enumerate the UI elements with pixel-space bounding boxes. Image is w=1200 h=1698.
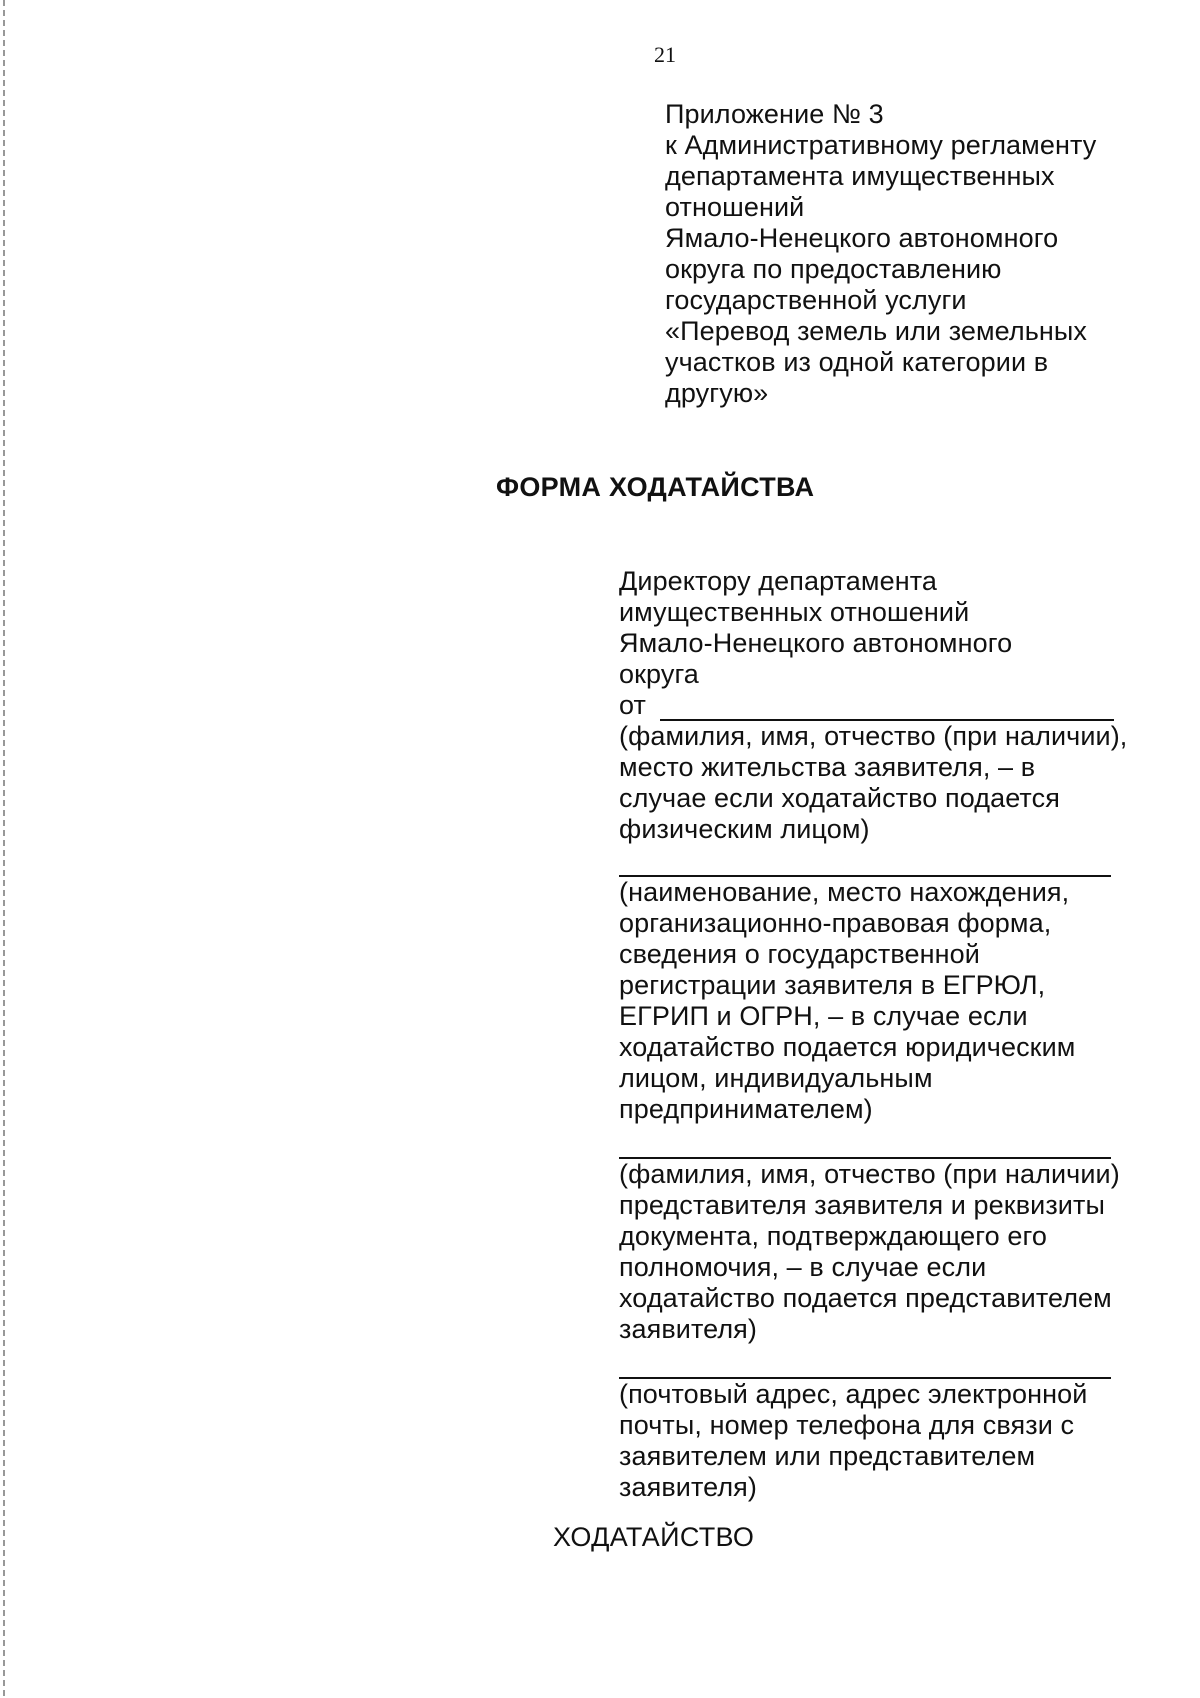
appendix-line: Ямало-Ненецкого автономного [665, 223, 1059, 253]
addressee-block [619, 566, 1179, 1503]
note-line: организационно-правовая форма, [619, 908, 1052, 938]
addressee-line: Директору департамента [619, 566, 937, 596]
appendix-line: участков из одной категории в [665, 347, 1049, 377]
note-line: случае если ходатайство подается [619, 783, 1060, 813]
appendix-line: к Административному регламенту [665, 130, 1097, 160]
form-title: ФОРМА ХОДАТАЙСТВА [496, 472, 815, 502]
note-line: (наименование, место нахождения, [619, 877, 1070, 907]
addressee-line: округа [619, 659, 699, 689]
scan-edge [3, 0, 5, 1698]
appendix-line: департамента имущественных [665, 161, 1055, 191]
appendix-line: другую» [665, 378, 769, 408]
note-individual [619, 721, 1179, 845]
note-contacts [619, 1379, 1179, 1503]
appendix-line: государственной услуги [665, 285, 967, 315]
note-line: (фамилия, имя, отчество (при наличии), [619, 721, 1128, 751]
note-line: физическим лицом) [619, 814, 870, 844]
note-line: ЕГРИП и ОГРН, – в случае если [619, 1001, 1028, 1031]
note-line: место жительства заявителя, – в [619, 752, 1036, 782]
note-line: сведения о государственной [619, 939, 980, 969]
note-line: предпринимателем) [619, 1094, 873, 1124]
note-line: (почтовый адрес, адрес электронной [619, 1379, 1088, 1409]
document-title: ХОДАТАЙСТВО [553, 1522, 755, 1552]
page-number: 21 [654, 42, 676, 67]
appendix-line: округа по предоставлению [665, 254, 1002, 284]
note-line: ходатайство подается представителем [619, 1283, 1112, 1313]
note-line: (фамилия, имя, отчество (при наличии) [619, 1159, 1120, 1189]
note-line: документа, подтверждающего его [619, 1221, 1047, 1251]
note-line: ходатайство подается юридическим [619, 1032, 1076, 1062]
applicant-name-field[interactable] [660, 695, 1114, 721]
note-line: заявителя) [619, 1472, 757, 1502]
from-row [619, 690, 1179, 721]
appendix-line: «Перевод земель или земельных [665, 316, 1088, 346]
note-line: заявителем или представителем [619, 1441, 1036, 1471]
note-representative [619, 1159, 1179, 1345]
appendix-header [665, 99, 1135, 409]
note-line: почты, номер телефона для связи с [619, 1410, 1075, 1440]
addressee-line: имущественных отношений [619, 597, 970, 627]
note-line: лицом, индивидуальным [619, 1063, 933, 1093]
from-label: от [619, 690, 646, 720]
note-legal [619, 877, 1179, 1125]
note-line: представителя заявителя и реквизиты [619, 1190, 1105, 1220]
addressee-line: Ямало-Ненецкого автономного [619, 628, 1013, 658]
note-line: заявителя) [619, 1314, 757, 1344]
note-line: регистрации заявителя в ЕГРЮЛ, [619, 970, 1046, 1000]
note-line: полномочия, – в случае если [619, 1252, 987, 1282]
appendix-line: отношений [665, 192, 805, 222]
appendix-line: Приложение № 3 [665, 99, 884, 129]
